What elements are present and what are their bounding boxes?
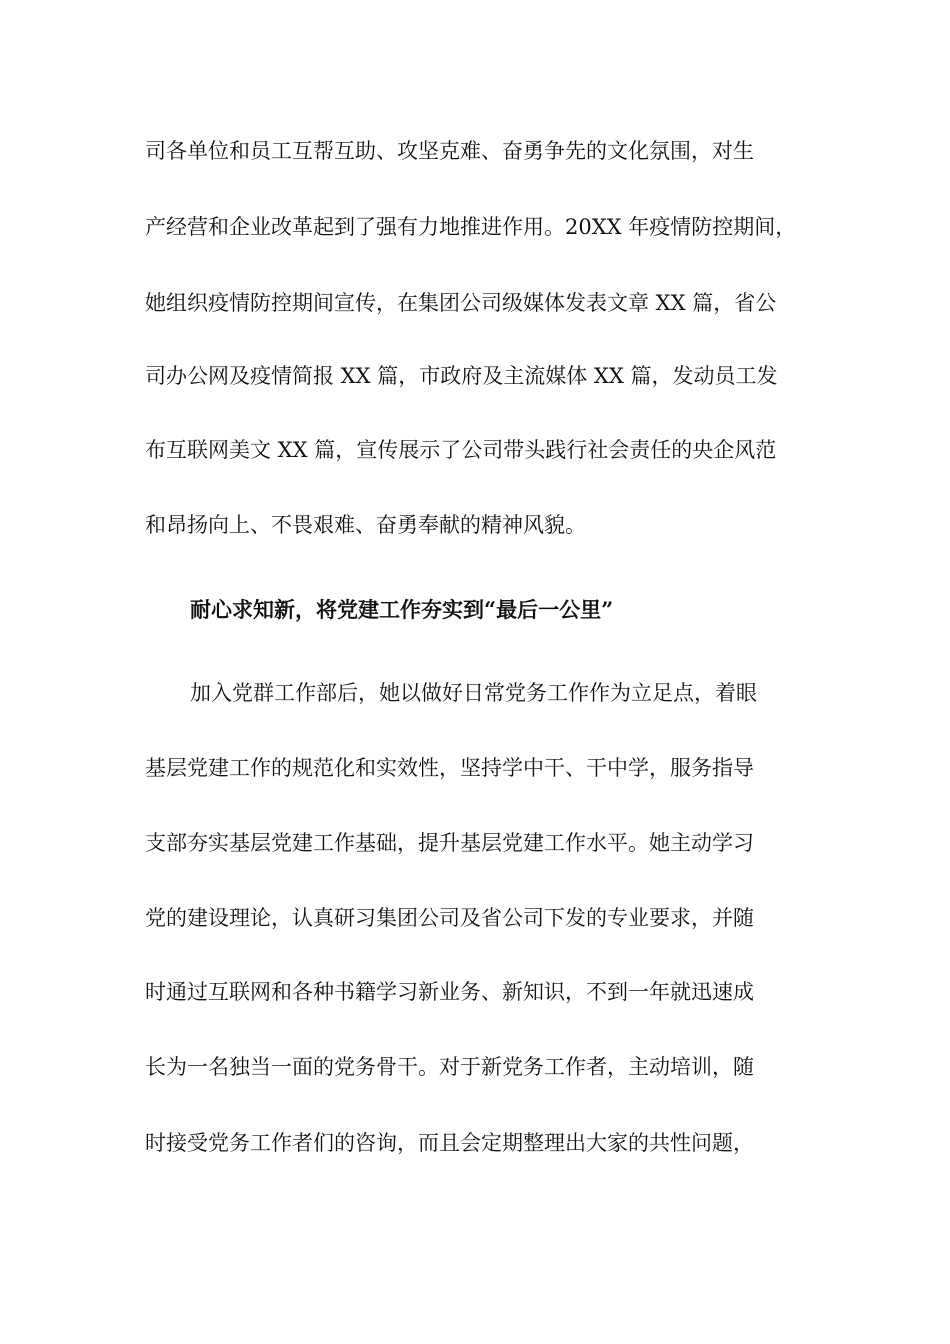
paragraph-1-line-2: 产经营和企业改革起到了强有力地推进作用。20XX 年疫情防控期间，	[145, 215, 797, 239]
paragraph-2-line-4: 党的建设理论，认真研习集团公司及省公司下发的专业要求，并随	[145, 906, 754, 930]
paragraph-2-line-1: 加入党群工作部后，她以做好日常党务工作作为立足点，着眼	[190, 681, 757, 705]
paragraph-2-line-3: 支部夯实基层党建工作基础，提升基层党建工作水平。她主动学习	[145, 831, 754, 855]
section-heading: 耐心求知新，将党建工作夯实到“最后一公里”	[190, 597, 614, 622]
paragraph-2-line-2: 基层党建工作的规范化和实效性，坚持学中干、干中学，服务指导	[145, 756, 754, 780]
paragraph-1-line-5: 布互联网美文 XX 篇，宣传展示了公司带头践行社会责任的央企风范	[145, 438, 777, 462]
paragraph-1-line-3: 她组织疫情防控期间宣传，在集团公司级媒体发表文章 XX 篇，省公	[145, 291, 777, 315]
paragraph-1-line-6: 和昂扬向上、不畏艰难、奋勇奉献的精神风貌。	[145, 513, 586, 537]
paragraph-2-line-7: 时接受党务工作者们的咨询，而且会定期整理出大家的共性问题，	[145, 1131, 754, 1155]
paragraph-1-line-4: 司办公网及疫情简报 XX 篇，市政府及主流媒体 XX 篇，发动员工发	[145, 364, 778, 388]
paragraph-2-line-5: 时通过互联网和各种书籍学习新业务、新知识，不到一年就迅速成	[145, 980, 754, 1004]
paragraph-2-line-6: 长为一名独当一面的党务骨干。对于新党务工作者，主动培训，随	[145, 1055, 754, 1079]
paragraph-1-line-1: 司各单位和员工互帮互助、攻坚克难、奋勇争先的文化氛围，对生	[145, 139, 754, 163]
